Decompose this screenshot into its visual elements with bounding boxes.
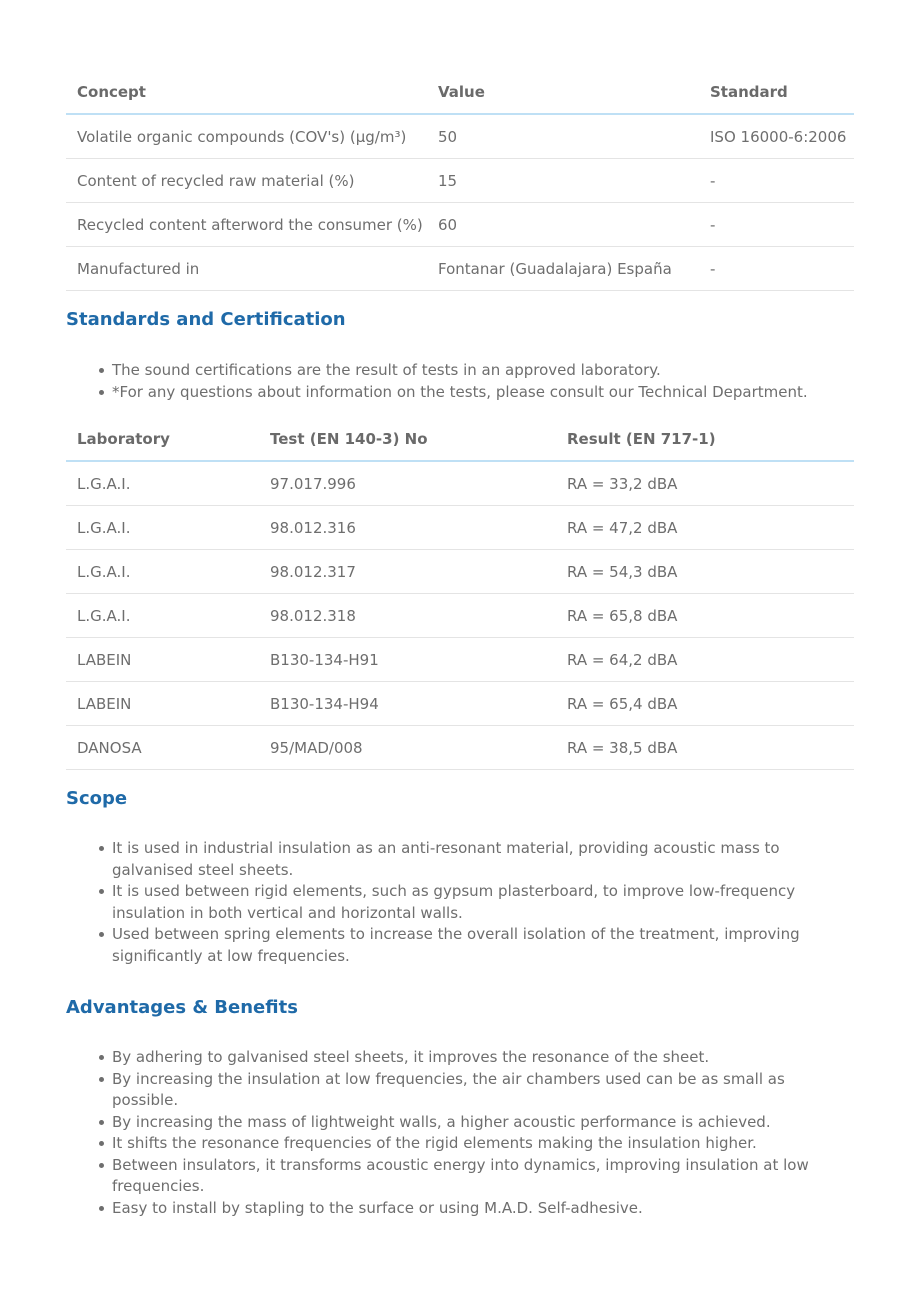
tests-table bbox=[66, 417, 854, 770]
list-item: It is used in industrial insulation as an anti-resonant material, providing acoustic mass to galvanised steel sheets. bbox=[112, 838, 854, 881]
table-row bbox=[66, 461, 854, 506]
column-header-value: Value bbox=[427, 70, 699, 114]
result-cell: RA = 64,2 dBA bbox=[556, 638, 854, 682]
laboratory-cell: L.G.A.I. bbox=[66, 461, 259, 506]
laboratory-cell: LABEIN bbox=[66, 638, 259, 682]
test-number-cell: B130-134-H94 bbox=[259, 682, 556, 726]
advantages-list bbox=[66, 1047, 854, 1219]
concept-cell: Content of recycled raw material (%) bbox=[66, 159, 427, 203]
result-cell: RA = 47,2 dBA bbox=[556, 506, 854, 550]
list-item: By increasing the insulation at low frequencies, the air chambers used can be as small as possible. bbox=[112, 1069, 854, 1112]
list-item: It is used between rigid elements, such as gypsum plasterboard, to improve low-frequency insulation in both vertical and horizontal walls. bbox=[112, 881, 854, 924]
table-row bbox=[66, 726, 854, 770]
list-item: By adhering to galvanised steel sheets, it improves the resonance of the sheet. bbox=[112, 1047, 854, 1069]
result-cell: RA = 33,2 dBA bbox=[556, 461, 854, 506]
test-number-cell: 97.017.996 bbox=[259, 461, 556, 506]
value-cell: Fontanar (Guadalajara) España bbox=[427, 247, 699, 291]
concept-cell: Manufactured in bbox=[66, 247, 427, 291]
table-row bbox=[66, 550, 854, 594]
test-number-cell: B130-134-H91 bbox=[259, 638, 556, 682]
value-cell: 60 bbox=[427, 203, 699, 247]
advantages-heading: Advantages & Benefits bbox=[66, 997, 298, 1018]
standard-cell: - bbox=[699, 247, 854, 291]
test-number-cell: 98.012.316 bbox=[259, 506, 556, 550]
list-item: The sound certifications are the result of tests in an approved laboratory. bbox=[112, 360, 854, 382]
laboratory-cell: LABEIN bbox=[66, 682, 259, 726]
standard-cell: - bbox=[699, 203, 854, 247]
result-cell: RA = 65,8 dBA bbox=[556, 594, 854, 638]
list-item: *For any questions about information on the tests, please consult our Technical Department. bbox=[112, 382, 854, 404]
table-row bbox=[66, 594, 854, 638]
list-item: Used between spring elements to increase the overall isolation of the treatment, improving significantly at low frequencies. bbox=[112, 924, 854, 967]
value-cell: 50 bbox=[427, 114, 699, 159]
column-header-test-number: Test (EN 140-3) No bbox=[259, 417, 556, 461]
document-page bbox=[66, 70, 854, 1219]
table-header-row bbox=[66, 417, 854, 461]
standards-heading: Standards and Certification bbox=[66, 309, 346, 330]
result-cell: RA = 54,3 dBA bbox=[556, 550, 854, 594]
test-number-cell: 95/MAD/008 bbox=[259, 726, 556, 770]
table-row bbox=[66, 506, 854, 550]
laboratory-cell: L.G.A.I. bbox=[66, 550, 259, 594]
properties-table bbox=[66, 70, 854, 291]
column-header-concept: Concept bbox=[66, 70, 427, 114]
concept-cell: Volatile organic compounds (COV's) (µg/m³) bbox=[66, 114, 427, 159]
list-item: It shifts the resonance frequencies of the rigid elements making the insulation higher. bbox=[112, 1133, 854, 1155]
list-item: Between insulators, it transforms acoustic energy into dynamics, improving insulation at low frequencies. bbox=[112, 1155, 854, 1198]
table-header-row bbox=[66, 70, 854, 114]
list-item: By increasing the mass of lightweight walls, a higher acoustic performance is achieved. bbox=[112, 1112, 854, 1134]
test-number-cell: 98.012.318 bbox=[259, 594, 556, 638]
table-row bbox=[66, 638, 854, 682]
scope-list bbox=[66, 838, 854, 967]
scope-heading: Scope bbox=[66, 788, 128, 809]
laboratory-cell: L.G.A.I. bbox=[66, 506, 259, 550]
laboratory-cell: DANOSA bbox=[66, 726, 259, 770]
result-cell: RA = 38,5 dBA bbox=[556, 726, 854, 770]
test-number-cell: 98.012.317 bbox=[259, 550, 556, 594]
standard-cell: - bbox=[699, 159, 854, 203]
column-header-laboratory: Laboratory bbox=[66, 417, 259, 461]
result-cell: RA = 65,4 dBA bbox=[556, 682, 854, 726]
standard-cell: ISO 16000-6:2006 bbox=[699, 114, 854, 159]
table-row bbox=[66, 114, 854, 159]
list-item: Easy to install by stapling to the surface or using M.A.D. Self-adhesive. bbox=[112, 1198, 854, 1220]
standards-list bbox=[66, 360, 854, 403]
table-row bbox=[66, 159, 854, 203]
table-row bbox=[66, 247, 854, 291]
column-header-standard: Standard bbox=[699, 70, 854, 114]
table-row bbox=[66, 682, 854, 726]
table-row bbox=[66, 203, 854, 247]
column-header-result: Result (EN 717-1) bbox=[556, 417, 854, 461]
value-cell: 15 bbox=[427, 159, 699, 203]
concept-cell: Recycled content afterword the consumer (%) bbox=[66, 203, 427, 247]
laboratory-cell: L.G.A.I. bbox=[66, 594, 259, 638]
